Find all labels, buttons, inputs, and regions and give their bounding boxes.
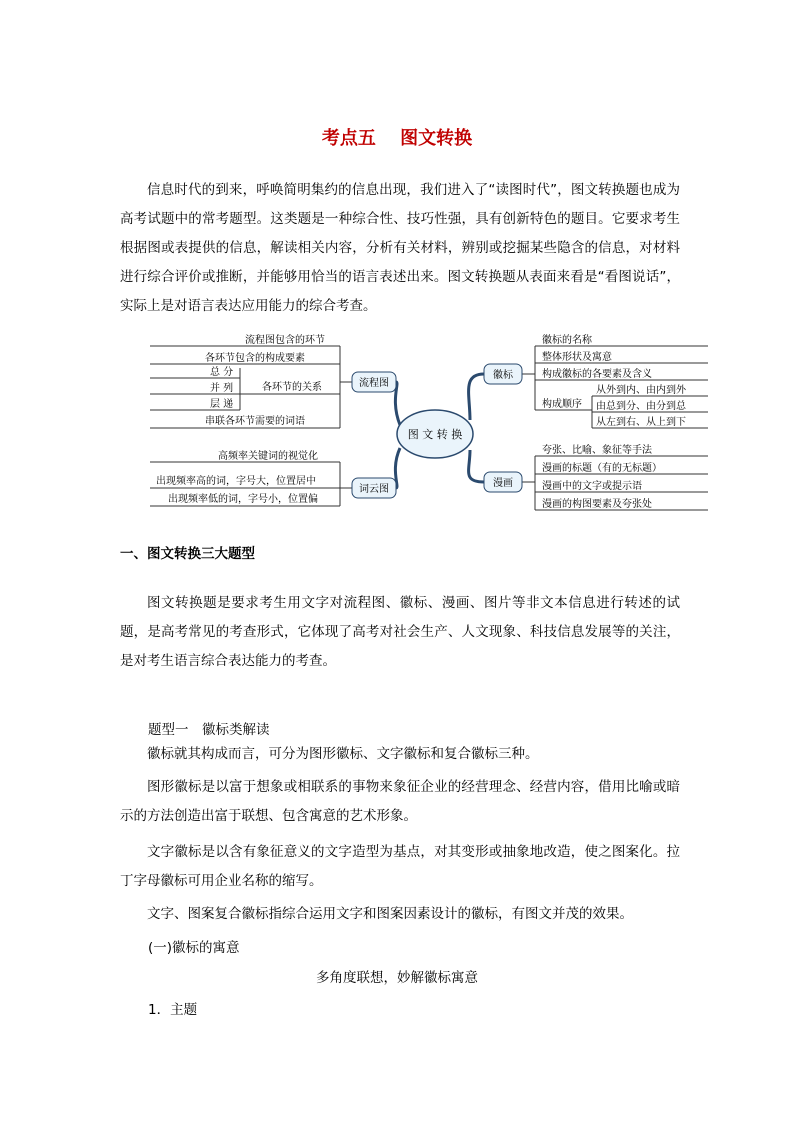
type1-p1: 徽标就其构成而言，可分为图形徽标、文字徽标和复合徽标三种。	[147, 746, 539, 762]
flow-item-words: 串联各环节需要的词语	[205, 416, 305, 427]
flow-item-link: 流程图包含的环节	[245, 335, 325, 346]
curve-flow	[395, 382, 400, 425]
title-part1: 考点五	[321, 128, 376, 149]
emblem-item-order3: 从左到右、从上到下	[596, 417, 686, 428]
flow-item-elements: 各环节包含的构成要素	[205, 353, 305, 364]
flow-item-rel3: 层 递	[210, 399, 234, 410]
flow-item-rel2: 并 列	[210, 383, 234, 394]
curve-comic	[469, 450, 484, 482]
type1-p2: 图形徽标是以富于想象或相联系的事物来象征企业的经营理念、经营内容，借用比喻或暗示的方法创造出富于联想、包含寓意的艺术形象。	[120, 779, 680, 824]
flow-item-rel1: 总 分	[210, 367, 234, 378]
wordcloud-node-label: 词云图	[359, 484, 389, 495]
type1-p4: 文字、图案复合徽标指综合运用文字和图案因素设计的徽标，有图文并茂的效果。	[147, 906, 633, 922]
emblem-item-shape: 整体形状及寓意	[542, 352, 612, 363]
wc-item-low: 出现频率低的词，字号小，位置偏	[168, 494, 318, 505]
emblem-node-label: 徽标	[493, 370, 513, 381]
type1-center-line: 多角度联想，妙解徽标寓意	[316, 970, 478, 986]
emblem-item-parts: 构成徽标的各要素及含义	[542, 369, 652, 380]
section1-heading: 一、图文转换三大题型	[120, 546, 255, 562]
type1-p3: 文字徽标是以含有象征意义的文字造型为基点，对其变形或抽象地改造，使之图案化。拉丁字母徽标可用企业名称的缩写。	[120, 844, 680, 889]
emblem-item-order2: 由总到分、由分到总	[596, 401, 686, 412]
comic-item-composition: 漫画的构图要素及夸张处	[542, 499, 652, 510]
type1-item1: 1．主题	[148, 1002, 198, 1018]
comic-item-text: 漫画中的文字或提示语	[542, 481, 642, 492]
flow-item-relation: 各环节的关系	[262, 382, 322, 393]
title-part2: 图文转换	[400, 128, 473, 149]
type1-sub1: (一)徽标的寓意	[148, 940, 240, 956]
comic-item-exaggerate: 夸张、比喻、象征等手法	[542, 445, 652, 456]
wc-item-high: 出现频率高的词，字号大，位置居中	[156, 476, 316, 487]
emblem-item-order: 构成顺序	[542, 399, 582, 410]
emblem-item-order1: 从外到内、由内到外	[596, 385, 686, 396]
center-label: 图 文 转 换	[407, 428, 463, 441]
emblem-item-name: 徽标的名称	[542, 335, 592, 346]
comic-node-label: 漫画	[493, 478, 513, 489]
curve-emblem	[469, 374, 484, 420]
type1-label: 题型一 徽标类解读	[148, 722, 270, 738]
wc-item-visual: 高频率关键词的视觉化	[218, 451, 318, 462]
comic-item-title: 漫画的标题（有的无标题）	[542, 463, 662, 474]
flow-node-label: 流程图	[359, 378, 389, 389]
intro-paragraph: 信息时代的到来，呼唤简明集约的信息出现，我们进入了“读图时代”，图文转换题也成为高考试题中的常考题型。这类题是一种综合性、技巧性强，具有创新特色的题目。它要求考生根据图或表提供的信息，解读相关内容，分析有关材料，辨别或挖掘某些隐含的信息，对材料进行综合评价或推断，并能够用恰当的语言表述出来。图文转换题从表面来看是“看图说话”，实际上是对语言表达应用能力的综合考查。	[120, 182, 680, 314]
section1-paragraph: 图文转换题是要求考生用文字对流程图、徽标、漫画、图片等非文本信息进行转述的试题，是高考常见的考查形式，它体现了高考对社会生产、人文现象、科技信息发展等的关注，是对考生语言综合表达能力的考查。	[120, 595, 680, 669]
